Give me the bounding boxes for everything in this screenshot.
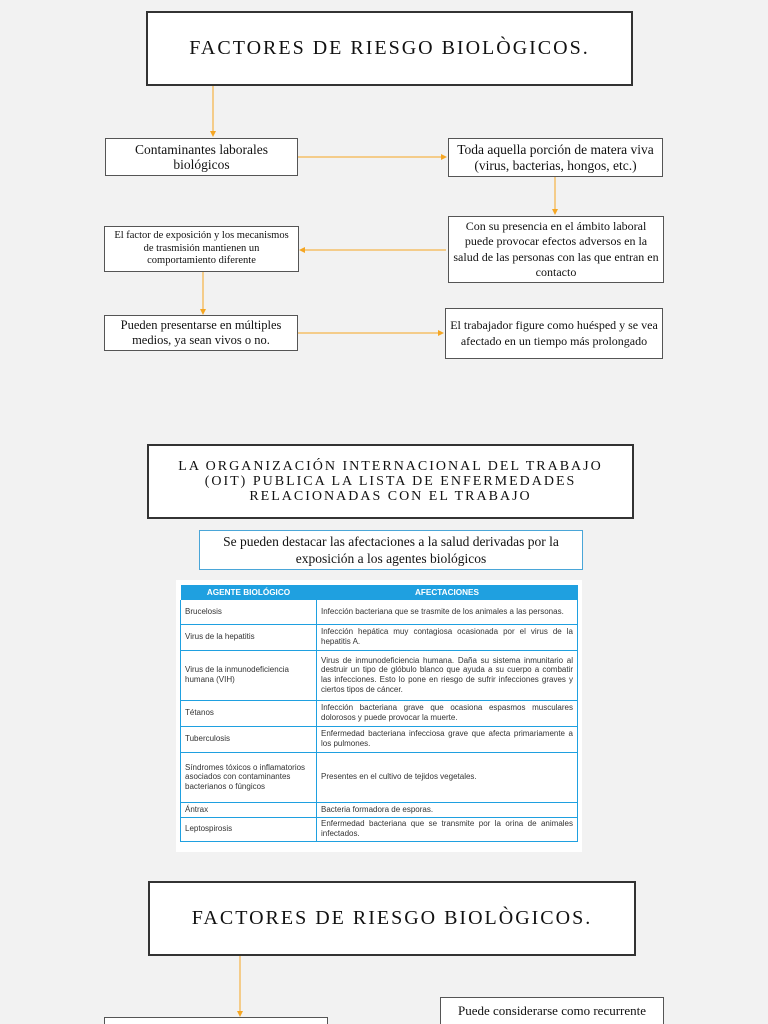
agent-cell: Tétanos bbox=[181, 700, 317, 726]
table-header-row bbox=[181, 585, 578, 600]
node-partial-right bbox=[440, 997, 664, 1024]
node-presence: Con su presencia en el ámbito laboral puede provocar efectos adversos en la salud de las personas con las que entran en contacto bbox=[448, 216, 664, 283]
agent-cell: Virus de la inmunodeficiencia humana (VIH) bbox=[181, 650, 317, 700]
table-row bbox=[181, 802, 578, 817]
agents-table-panel bbox=[176, 580, 582, 852]
effect-cell: Infección hepática muy contagiosa ocasionada por el virus de la hepatitis A. bbox=[317, 624, 578, 650]
agent-cell: Leptospirosis bbox=[181, 817, 317, 841]
agent-cell: Tuberculosis bbox=[181, 726, 317, 752]
table-row bbox=[181, 624, 578, 650]
node-contaminants: Contaminantes laborales biológicos bbox=[105, 138, 298, 176]
node-partial-left bbox=[104, 1017, 328, 1024]
node-exposure-factor: El factor de exposición y los mecanismos de trasmisión mantienen un comportamiento diferente bbox=[104, 226, 299, 272]
table-row bbox=[181, 600, 578, 624]
agent-cell: Brucelosis bbox=[181, 600, 317, 624]
node-multiple-media: Pueden presentarse en múltiples medios, ya sean vivos o no. bbox=[104, 315, 298, 351]
table-row bbox=[181, 700, 578, 726]
effect-cell: Enfermedad bacteriana infecciosa grave que afecta primariamente a los pulmones. bbox=[317, 726, 578, 752]
table-row bbox=[181, 650, 578, 700]
header-agent: AGENTE BIOLÓGICO bbox=[181, 585, 317, 600]
section3-title: FACTORES DE RIESGO BIOLÒGICOS. bbox=[148, 881, 636, 956]
table-row bbox=[181, 726, 578, 752]
table-row bbox=[181, 752, 578, 802]
node-living-matter: Toda aquella porción de matera viva (virus, bacterias, hongos, etc.) bbox=[448, 138, 663, 177]
effect-cell: Bacteria formadora de esporas. bbox=[317, 802, 578, 817]
effect-cell: Enfermedad bacteriana que se transmite por la orina de animales infectados. bbox=[317, 817, 578, 841]
partial-right-text: Puede considerarse como recurrente bbox=[457, 1003, 647, 1018]
agent-cell: Virus de la hepatitis bbox=[181, 624, 317, 650]
header-effect: AFECTACIONES bbox=[317, 585, 578, 600]
agents-table bbox=[180, 585, 578, 842]
agent-cell: Ántrax bbox=[181, 802, 317, 817]
agent-cell: Síndromes tóxicos o inflamatorios asociados con contaminantes bacterianos o fúngicos bbox=[181, 752, 317, 802]
effect-cell: Infección bacteriana grave que ocasiona espasmos musculares dolorosos y puede provocar la muerte. bbox=[317, 700, 578, 726]
highlight-note: Se pueden destacar las afectaciones a la salud derivadas por la exposición a los agentes biológicos bbox=[199, 530, 583, 570]
table-row bbox=[181, 817, 578, 841]
effect-cell: Infección bacteriana que se trasmite de los animales a las personas. bbox=[317, 600, 578, 624]
section2-title: LA ORGANIZACIÓN INTERNACIONAL DEL TRABAJO (OIT) PUBLICA LA LISTA DE ENFERMEDADES RELACIONADAS CON EL TRABAJO bbox=[147, 444, 634, 519]
node-worker-host: El trabajador figure como huésped y se vea afectado en un tiempo más prolongado bbox=[445, 308, 663, 359]
effect-cell: Virus de inmunodeficiencia humana. Daña su sistema inmunitario al destruir un tipo de glóbulo blanco que ayuda a su cuerpo a combatir las infecciones. Esto lo pone en riesgo de sufrir infecciones graves y ciertos tipos de cáncer. bbox=[317, 650, 578, 700]
section1-title: FACTORES DE RIESGO BIOLÒGICOS. bbox=[146, 11, 633, 86]
effect-cell: Presentes en el cultivo de tejidos vegetales. bbox=[317, 752, 578, 802]
